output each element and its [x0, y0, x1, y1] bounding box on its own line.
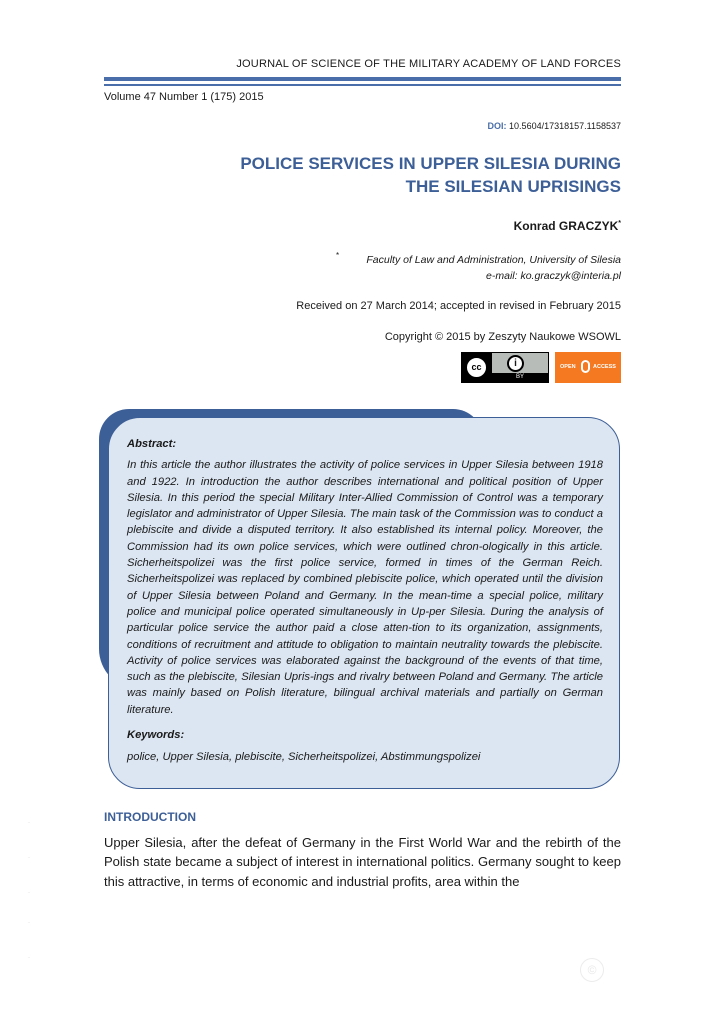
doi-label: DOI:	[487, 121, 507, 131]
author-email[interactable]: e-mail: ko.graczyk@interia.pl	[486, 270, 621, 282]
abstract-heading: Abstract:	[127, 438, 177, 450]
header-rule-thick	[104, 77, 621, 81]
title-line-1: POLICE SERVICES IN UPPER SILESIA DURING	[240, 154, 621, 173]
header-rule-thin	[104, 84, 621, 86]
introduction-text: Upper Silesia, after the defeat of Germany in the First World War and the rebirth of the Polish state became a subject of interest in international politics. Germany sought to keep this attractive, in terms of economic and industrial profits, area within the	[104, 835, 621, 889]
copyright: Copyright © 2015 by Zeszyty Naukowe WSOWL	[384, 331, 621, 343]
author-name: Konrad GRACZYK	[513, 219, 619, 233]
author-mark: *	[618, 220, 621, 227]
open-access-badge[interactable]	[555, 352, 621, 383]
affiliation	[301, 252, 621, 284]
abstract-content	[127, 436, 603, 766]
title-line-2: THE SILESIAN UPRISINGS	[405, 177, 621, 196]
cc-by-label: BY	[492, 373, 548, 382]
margin-dot: ·	[28, 920, 30, 926]
margin-dot: ·	[28, 955, 30, 961]
introduction-heading: INTRODUCTION	[104, 810, 196, 824]
article-title	[201, 152, 621, 198]
abstract-box	[108, 417, 620, 789]
margin-dot: ·	[28, 890, 30, 896]
keywords-text: police, Upper Silesia, plebiscite, Sicherheitspolizei, Abstimmungspolizei	[127, 751, 481, 764]
journal-title: JOURNAL OF SCIENCE OF THE MILITARY ACADEMY OF LAND FORCES	[236, 58, 621, 70]
open-access-label-left: OPEN	[560, 364, 576, 370]
attribution-person-icon: i	[507, 355, 524, 372]
abstract-text: In this article the author illustrates the activity of police services in Upper Silesia between 1918 and 1922. In introduction the author describes international and political position of Upper Silesia. In this period the special Military Inter-Allied Commission of Control was a temporary legislator and administrator of Upper Silesia. The main task of the Commission was to conduct a plebiscite and divide a disputed territory. It also established its internal policy. Moreover, the Commission had its own police services, which were outlined chron-ologically in this article. Sicherheitspolizei was the first police service, formed in times of the German Reich. Sicherheitspolizei was replaced by combined plebiscite police, which operated until the division of Upper Silesia between Poland and Germany. In the mean-time a special police, military police and municipal police operated simultaneously in Up-per Silesia. During the analysis of particular police service the author paid a close atten-tion to its organization, assignments, conditions of recruitment and attitude to obligation to maintain neutrality towards the plebiscite. Activity of police services was elaborated against the background of the events of that time, such as the plebiscite, Silesian Upris-ings and rivalry between Poland and Germany. The article was mainly based on Polish literature, bilingual archival materials and partially on German literature.	[127, 459, 603, 716]
author	[514, 219, 621, 233]
received-date: Received on 27 March 2014; accepted in revised in February 2015	[296, 300, 621, 312]
copyright-watermark-icon: ©	[580, 958, 604, 982]
affiliation-mark: *	[336, 251, 340, 260]
doi[interactable]	[488, 121, 621, 131]
doi-value[interactable]: 10.5604/17318157.1158537	[509, 121, 621, 131]
margin-dot: ·	[28, 855, 30, 861]
volume-info: Volume 47 Number 1 (175) 2015	[104, 91, 264, 103]
keywords-heading: Keywords:	[127, 729, 185, 742]
cc-by-badge[interactable]	[461, 352, 549, 383]
cc-icon: cc	[466, 357, 487, 378]
open-access-label-right: ACCESS	[593, 364, 616, 370]
margin-dot: ·	[28, 820, 30, 826]
license-badges	[461, 352, 621, 384]
affiliation-text: Faculty of Law and Administration, University of Silesia	[366, 254, 621, 266]
open-lock-icon	[581, 360, 590, 373]
